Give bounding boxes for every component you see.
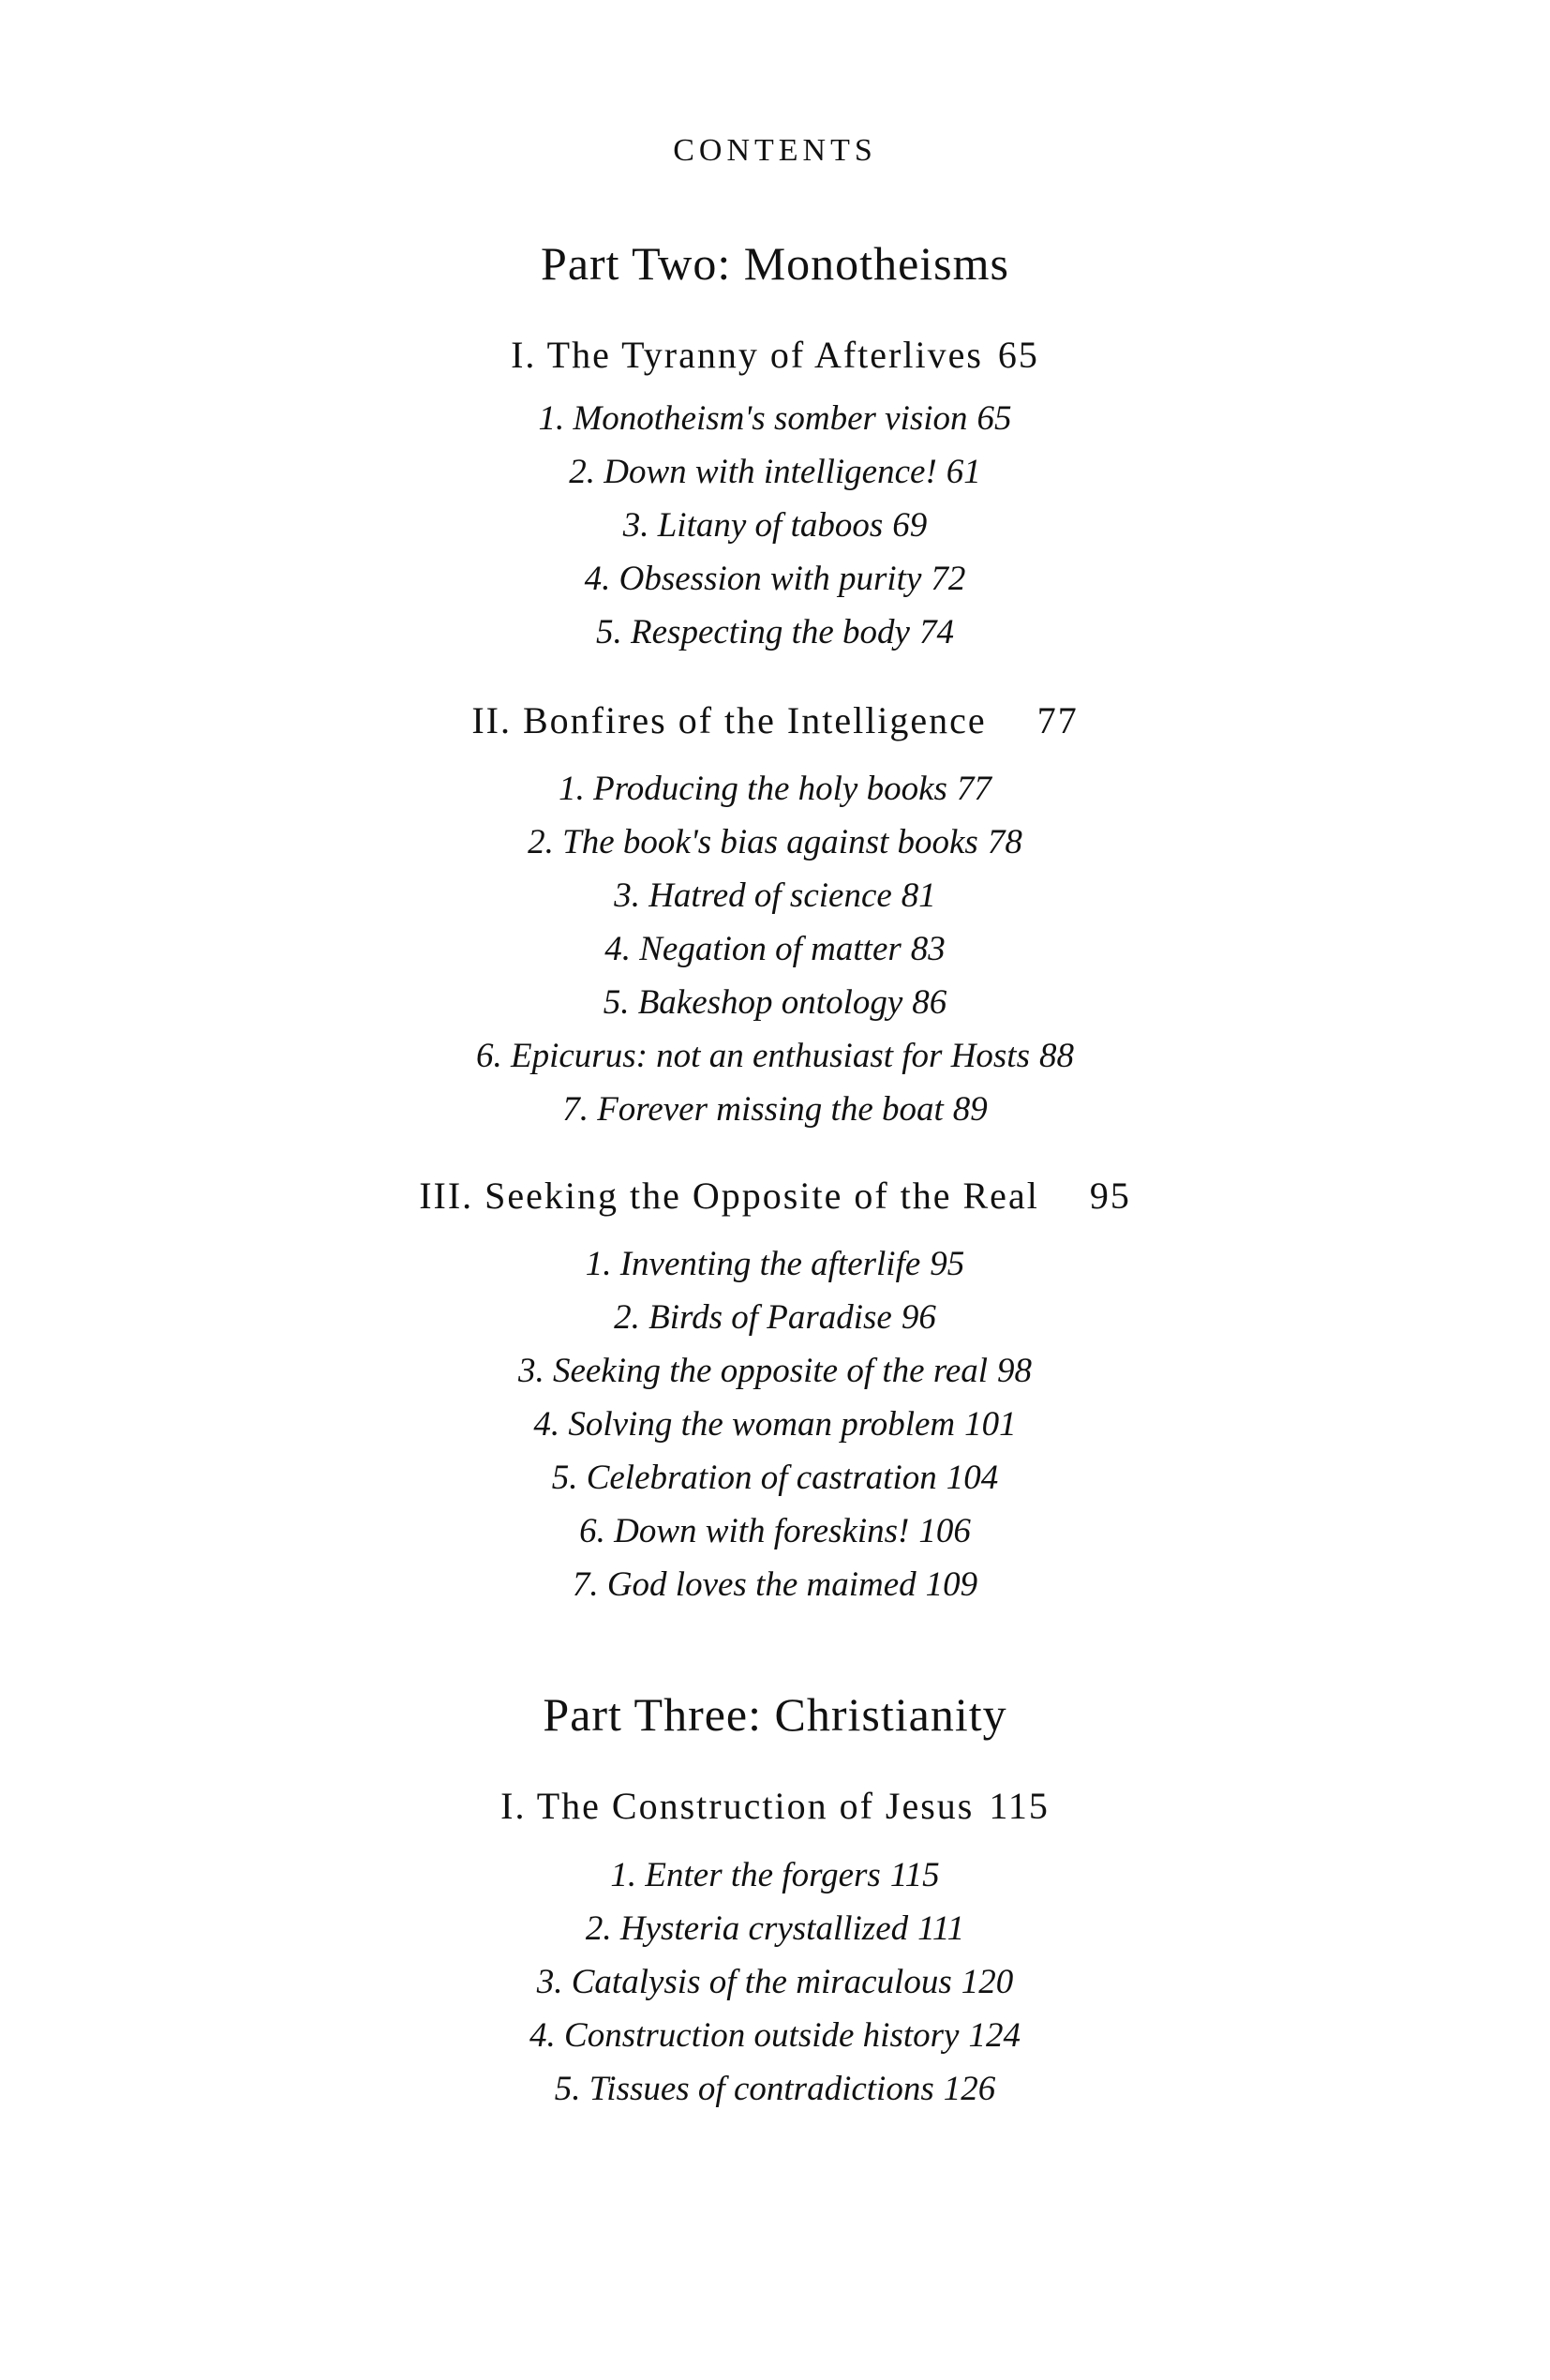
section-page-number: 126 xyxy=(943,2070,996,2108)
section-page-number: 78 xyxy=(987,823,1022,861)
section-page-number: 72 xyxy=(931,560,966,598)
section-item xyxy=(0,445,1550,499)
section-label: 2. The book's bias against books xyxy=(528,823,978,861)
page-header: CONTENTS xyxy=(673,133,877,168)
section-item xyxy=(0,1398,1550,1451)
section-page-number: 95 xyxy=(930,1245,965,1283)
chapter-title xyxy=(0,1784,1550,1828)
section-page-number: 61 xyxy=(946,453,981,491)
chapter-page-number: 65 xyxy=(997,334,1039,376)
section-page-number: 120 xyxy=(961,1963,1014,2001)
chapter-title xyxy=(0,698,1550,742)
chapter-title xyxy=(0,333,1550,377)
chapter-page-number: 77 xyxy=(1036,699,1079,741)
chapter-label: I. The Tyranny of Afterlives xyxy=(511,334,983,376)
section-list xyxy=(0,392,1550,659)
chapter-label: II. Bonfires of the Intelligence xyxy=(471,699,987,741)
section-item xyxy=(0,1955,1550,2009)
chapter-label: III. Seeking the Opposite of the Real xyxy=(419,1175,1039,1217)
section-item xyxy=(0,606,1550,659)
chapter-title xyxy=(0,1174,1550,1218)
section-label: 3. Seeking the opposite of the real xyxy=(517,1352,989,1390)
section-label: 4. Negation of matter xyxy=(604,930,902,968)
section-label: 4. Construction outside history xyxy=(529,2016,960,2055)
section-list xyxy=(0,1849,1550,2116)
part-title-two: Part Two: Monotheisms xyxy=(541,237,1009,290)
section-item xyxy=(0,1504,1550,1558)
section-page-number: 101 xyxy=(964,1405,1017,1444)
section-list xyxy=(0,1237,1550,1611)
section-page-number: 111 xyxy=(917,1909,965,1948)
section-page-number: 83 xyxy=(910,930,946,968)
section-page-number: 104 xyxy=(946,1459,999,1497)
chapter-label: I. The Construction of Jesus xyxy=(500,1785,975,1827)
section-label: 4. Obsession with purity xyxy=(584,560,922,598)
section-label: 5. Respecting the body xyxy=(596,613,910,651)
section-page-number: 86 xyxy=(912,983,947,1022)
section-label: 1. Producing the holy books xyxy=(559,770,947,808)
section-label: 1. Inventing the afterlife xyxy=(585,1245,921,1283)
section-page-number: 69 xyxy=(892,506,928,545)
section-page-number: 96 xyxy=(901,1298,936,1337)
section-item xyxy=(0,816,1550,869)
section-item xyxy=(0,552,1550,606)
section-item xyxy=(0,1902,1550,1955)
section-item xyxy=(0,1558,1550,1611)
section-label: 5. Tissues of contradictions xyxy=(554,2070,934,2108)
section-label: 6. Down with foreskins! xyxy=(579,1512,910,1550)
section-page-number: 88 xyxy=(1039,1037,1074,1075)
section-page-number: 81 xyxy=(901,876,936,915)
section-label: 4. Solving the woman problem xyxy=(533,1405,956,1444)
section-item xyxy=(0,1029,1550,1083)
section-page-number: 115 xyxy=(889,1856,940,1894)
section-page-number: 109 xyxy=(925,1565,978,1604)
section-label: 2. Hysteria crystallized xyxy=(585,1909,909,1948)
section-item xyxy=(0,1849,1550,1902)
section-label: 1. Enter the forgers xyxy=(610,1856,881,1894)
section-label: 3. Litany of taboos xyxy=(622,506,884,545)
section-page-number: 77 xyxy=(956,770,991,808)
section-item xyxy=(0,499,1550,552)
section-label: 7. Forever missing the boat xyxy=(562,1090,944,1129)
section-label: 5. Celebration of castration xyxy=(551,1459,937,1497)
chapter-page-number: 95 xyxy=(1089,1175,1131,1217)
section-page-number: 98 xyxy=(997,1352,1033,1390)
section-label: 7. God loves the maimed xyxy=(572,1565,917,1604)
section-item xyxy=(0,869,1550,922)
section-item xyxy=(0,922,1550,976)
section-page-number: 65 xyxy=(976,399,1012,438)
section-item xyxy=(0,1237,1550,1291)
section-item xyxy=(0,1083,1550,1136)
section-item xyxy=(0,2062,1550,2116)
section-item xyxy=(0,1451,1550,1504)
part-title-three: Part Three: Christianity xyxy=(543,1688,1007,1741)
section-label: 5. Bakeshop ontology xyxy=(603,983,903,1022)
section-item xyxy=(0,1291,1550,1344)
section-item xyxy=(0,976,1550,1029)
section-label: 1. Monotheism's somber vision xyxy=(538,399,968,438)
section-item xyxy=(0,762,1550,816)
section-item xyxy=(0,1344,1550,1398)
section-page-number: 124 xyxy=(968,2016,1021,2055)
section-label: 3. Hatred of science xyxy=(614,876,892,915)
section-page-number: 74 xyxy=(918,613,954,651)
section-item xyxy=(0,392,1550,445)
section-list xyxy=(0,762,1550,1136)
section-label: 2. Birds of Paradise xyxy=(614,1298,892,1337)
section-label: 6. Epicurus: not an enthusiast for Hosts xyxy=(476,1037,1030,1075)
section-label: 2. Down with intelligence! xyxy=(569,453,937,491)
section-page-number: 106 xyxy=(918,1512,971,1550)
section-label: 3. Catalysis of the miraculous xyxy=(536,1963,952,2001)
chapter-page-number: 115 xyxy=(989,1785,1050,1827)
section-item xyxy=(0,2009,1550,2062)
section-page-number: 89 xyxy=(952,1090,988,1129)
